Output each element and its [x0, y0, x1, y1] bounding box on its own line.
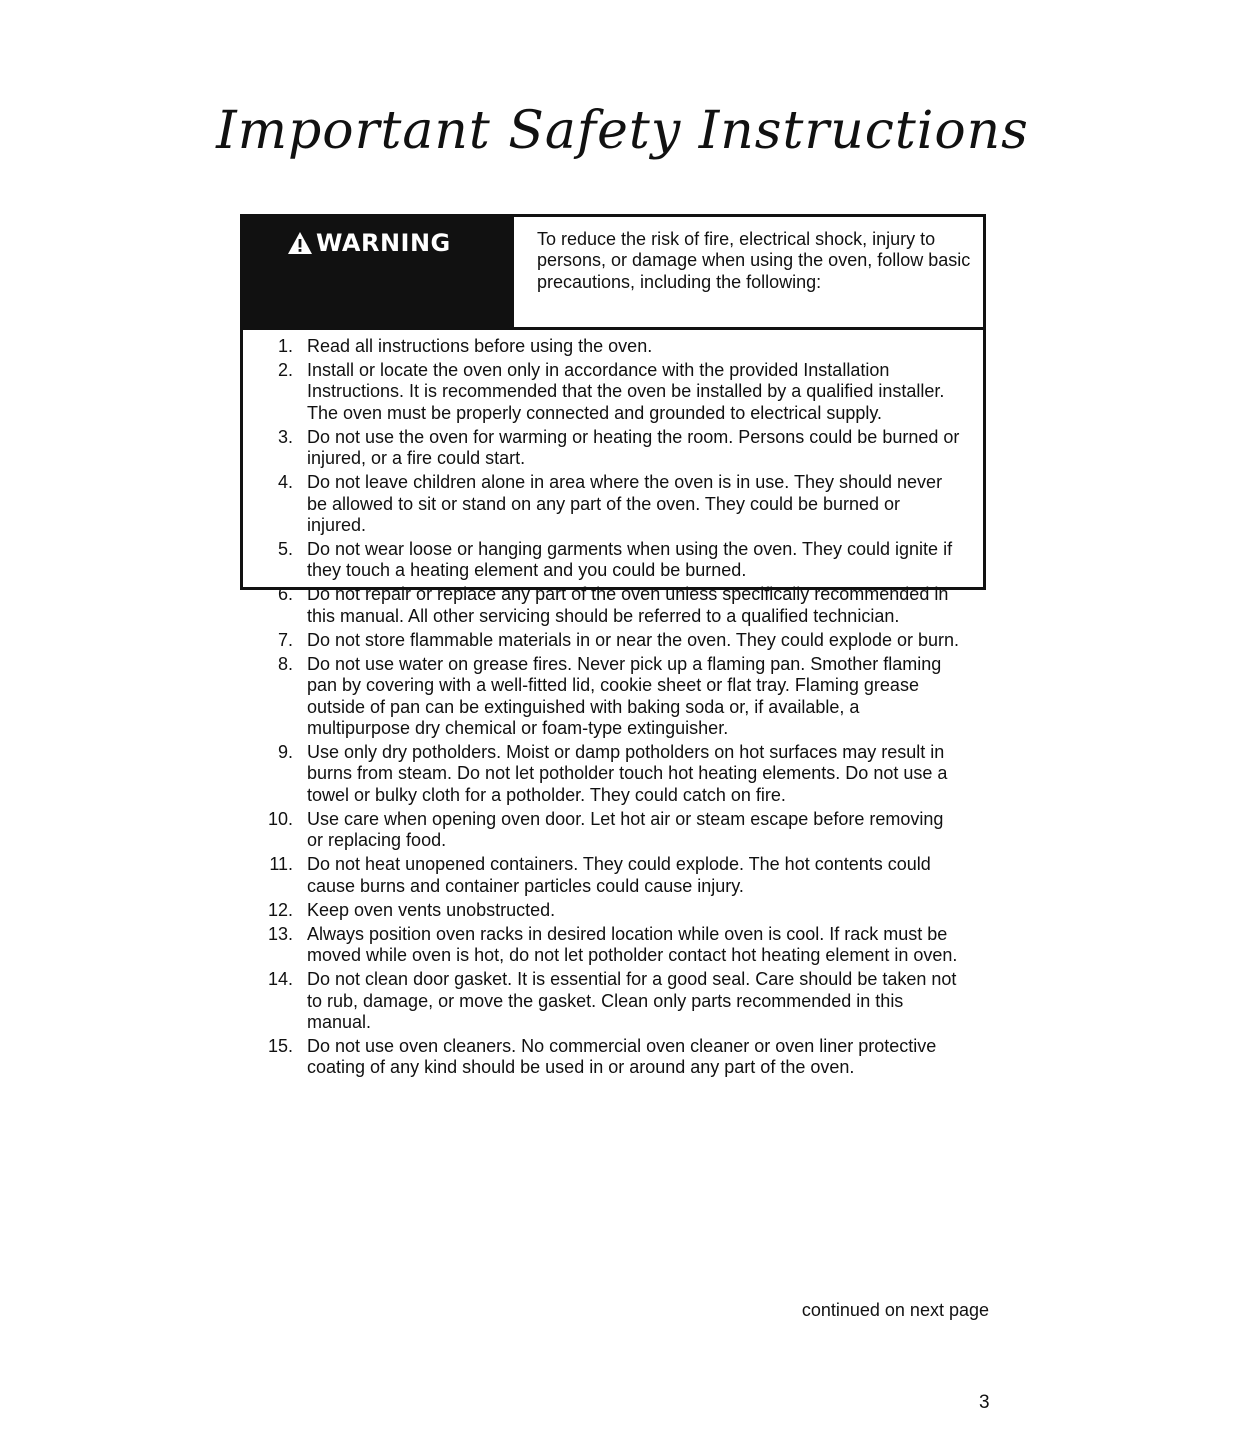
- instruction-item: [243, 900, 983, 921]
- instruction-item: [243, 809, 983, 852]
- instruction-number: 11.: [269, 854, 293, 875]
- page-number: 3: [979, 1392, 990, 1413]
- instruction-text: Read all instructions before using the oven.: [307, 336, 653, 356]
- instruction-item: [243, 584, 983, 627]
- warning-header: [243, 217, 983, 330]
- instruction-number: 1.: [277, 336, 293, 356]
- divider: [514, 327, 983, 330]
- instruction-text: Do not use oven cleaners. No commercial oven cleaner or oven liner protective coating of any kind should be used in or around any part of the oven.: [307, 1035, 937, 1078]
- instruction-number: 12.: [267, 899, 293, 920]
- warning-box: [240, 214, 986, 1078]
- instruction-text: Always position oven racks in desired location while oven is cool. If rack must be moved while oven is hot, do not let potholder contact hot heating element in oven.: [307, 923, 958, 966]
- instruction-item: [243, 969, 983, 1033]
- page-title: Important Safety Instructions: [216, 101, 1029, 161]
- instruction-item: [243, 630, 983, 651]
- instruction-item: [243, 472, 983, 536]
- warning-intro: To reduce the risk of fire, electrical shock, injury to persons, or damage when using the oven, follow basic precautions, including the following:: [537, 229, 971, 292]
- instruction-item: [243, 742, 983, 806]
- instruction-number: 4.: [277, 472, 293, 493]
- instruction-number: 2.: [277, 360, 293, 380]
- instruction-text: Install or locate the oven only in accordance with the provided Installation Instructions. It is recommended that the oven be installed by a qualified installer. The oven must be properly connected and grounded to electrical supply.: [307, 360, 945, 423]
- instruction-item: [243, 360, 983, 424]
- instruction-number: 7.: [277, 629, 293, 650]
- instruction-number: 14.: [267, 969, 293, 990]
- warning-text: WARNING: [316, 229, 451, 257]
- instruction-text: Do not use water on grease fires. Never pick up a flaming pan. Smother flaming pan by covering with a well-fitted lid, cookie sheet or flat tray. Flaming grease outside of pan can be extinguished with baking soda or, if available, a multipurpose dry chemical or foam-type extinguisher.: [307, 653, 942, 739]
- instruction-text: Do not clean door gasket. It is essential for a good seal. Care should be taken not to rub, damage, or move the gasket. Clean only parts recommended in this manual.: [307, 969, 957, 1032]
- instruction-text: Do not repair or replace any part of the oven unless specifically recommended in this manual. All other servicing should be referred to a qualified technician.: [307, 584, 949, 626]
- instruction-text: Keep oven vents unobstructed.: [307, 899, 556, 920]
- instruction-text: Use care when opening oven door. Let hot air or steam escape before removing or replacing food.: [307, 808, 944, 851]
- instruction-list: [243, 336, 983, 1081]
- warning-banner: [243, 217, 514, 327]
- continued-note: continued on next page: [801, 1300, 989, 1320]
- warning-triangle-icon: [287, 231, 313, 255]
- instruction-text: Use only dry potholders. Moist or damp potholders on hot surfaces may result in burns from steam. Do not let potholder touch hot heating elements. Do not use a towel or bulky cloth for a potholder. They could catch on fire.: [307, 742, 948, 805]
- instruction-item: [243, 539, 983, 582]
- divider: [243, 327, 514, 330]
- instruction-item: [243, 924, 983, 967]
- instruction-item: [243, 654, 983, 740]
- instruction-text: Do not heat unopened containers. They could explode. The hot contents could cause burns and container particles could cause injury.: [307, 854, 931, 896]
- instruction-number: 9.: [277, 742, 293, 763]
- instruction-text: Do not leave children alone in area where the oven is in use. They should never be allowed to sit or stand on any part of the oven. They could be burned or injured.: [307, 472, 943, 536]
- instruction-text: Do not use the oven for warming or heating the room. Persons could be burned or injured, or a fire could start.: [307, 426, 960, 469]
- instruction-number: 10.: [267, 808, 293, 829]
- instruction-number: 13.: [267, 923, 293, 944]
- instruction-item: [243, 1036, 983, 1079]
- instruction-text: Do not wear loose or hanging garments when using the oven. They could ignite if they touch a heating element and you could be burned.: [307, 539, 953, 581]
- warning-label: [287, 229, 451, 257]
- instruction-item: [243, 336, 983, 357]
- instruction-number: 15.: [267, 1035, 293, 1056]
- instruction-item: [243, 854, 983, 897]
- instruction-number: 3.: [277, 426, 293, 447]
- instruction-text: Do not store flammable materials in or near the oven. They could explode or burn.: [307, 629, 960, 650]
- instruction-number: 8.: [277, 653, 293, 674]
- instruction-number: 5.: [277, 539, 293, 560]
- instruction-item: [243, 427, 983, 470]
- instruction-number: 6.: [277, 584, 293, 605]
